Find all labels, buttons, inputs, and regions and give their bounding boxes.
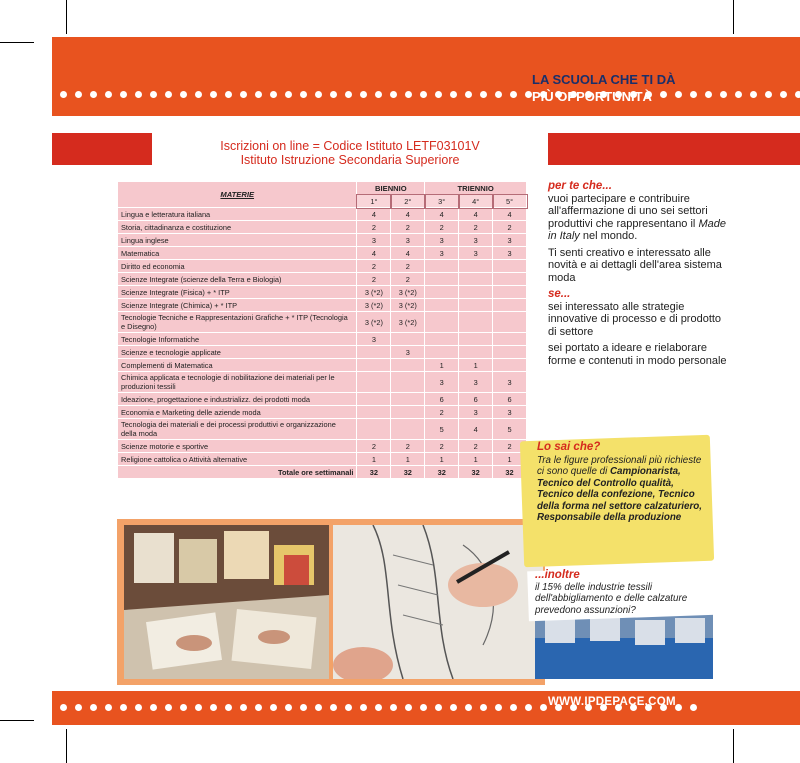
hours-cell [357,359,391,372]
table-row [118,419,527,440]
hours-cell: 3 (*2) [357,299,391,312]
hours-cell [459,260,493,273]
hours-cell: 3 (*2) [357,286,391,299]
hours-cell [459,333,493,346]
headline-line2: PIÙ OPPORTUNITÀ [532,89,652,104]
hours-cell [459,299,493,312]
inoltre-callout [535,570,720,616]
hours-cell: 2 [357,273,391,286]
table-row [118,440,527,453]
footer-band [52,691,800,725]
hours-cell: 3 [425,372,459,393]
subject-name: Tecnologia dei materiali e dei processi produttivi e organizzazione della moda [118,419,357,440]
hours-cell: 2 [357,260,391,273]
total-row [118,466,527,479]
side-text-a: vuoi partecipare e contribuire all'affermazione di uno sei settori produttivi che rappresentano il [548,192,708,230]
table-row [118,359,527,372]
table-row [118,453,527,466]
subject-name: Diritto ed economia [118,260,357,273]
note-title: Lo sai che? [537,441,601,453]
table-row [118,221,527,234]
year-5: 5° [493,195,527,208]
hours-cell [493,260,527,273]
hours-cell: 3 [493,247,527,260]
headline-line1: LA SCUOLA CHE TI DÀ [532,72,676,87]
hours-cell: 5 [425,419,459,440]
side-paragraph: sei portato a ideare e rielaborare forme e contenuti in modo personale [548,342,727,367]
hours-cell [493,286,527,299]
headline [532,71,792,105]
table-row [118,286,527,299]
hours-cell: 2 [357,440,391,453]
hours-cell: 1 [459,453,493,466]
hours-cell: 3 (*2) [391,299,425,312]
hours-cell: 4 [493,208,527,221]
total-cell: 32 [357,466,391,479]
subject-name: Scienze Integrate (Fisica) + * ITP [118,286,357,299]
subject-name: Scienze Integrate (Chimica) + * ITP [118,299,357,312]
hours-cell: 1 [459,359,493,372]
table-row [118,393,527,406]
hours-cell [493,273,527,286]
hours-cell: 2 [425,221,459,234]
hours-cell: 2 [459,221,493,234]
hours-cell [425,286,459,299]
hours-cell [357,406,391,419]
hours-cell [425,260,459,273]
table-row [118,372,527,393]
hours-cell: 4 [391,208,425,221]
hours-cell [391,406,425,419]
subject-name: Tecnologie Tecniche e Rappresentazioni Grafiche + * ITP (Tecnologia e Disegno) [118,312,357,333]
subject-name: Lingua inglese [118,234,357,247]
hours-cell: 1 [493,453,527,466]
header-biennio: BIENNIO [357,182,425,195]
hours-cell: 3 [493,234,527,247]
table-row [118,247,527,260]
hours-cell: 6 [425,393,459,406]
subject-name: Chimica applicata e tecnologie di nobilitazione dei materiali per le produzioni tessili [118,372,357,393]
hours-cell [391,419,425,440]
table-row [118,208,527,221]
hours-cell [425,312,459,333]
hours-cell: 3 (*2) [391,312,425,333]
hours-cell [459,312,493,333]
hours-cell [391,333,425,346]
year-1: 1° [357,195,391,208]
total-cell: 32 [425,466,459,479]
header-materie: MATERIE [118,182,357,208]
hours-cell: 4 [459,208,493,221]
subject-name: Economia e Marketing delle aziende moda [118,406,357,419]
table-header-row [118,182,527,195]
hours-cell: 4 [425,208,459,221]
fashion-sketch-photo [333,525,543,679]
subject-name: Religione cattolica o Attività alternative [118,453,357,466]
table-row [118,346,527,359]
hours-cell [493,312,527,333]
hours-cell [493,333,527,346]
hours-cell: 2 [391,260,425,273]
subject-name: Storia, cittadinanza e costituzione [118,221,357,234]
inoltre-title: ...inoltre [535,569,580,581]
hours-cell: 2 [391,273,425,286]
side-text [548,180,728,371]
hours-cell: 2 [357,221,391,234]
hours-cell: 5 [493,419,527,440]
hours-cell: 3 (*2) [357,312,391,333]
subject-name: Complementi di Matematica [118,359,357,372]
hours-cell [391,359,425,372]
subject-name: Lingua e letteratura italiana [118,208,357,221]
hours-cell [425,273,459,286]
subject-name: Ideazione, progettazione e industrializz. dei prodotti moda [118,393,357,406]
subtitle-line1: Iscrizioni on line = Codice Istituto LETF03101V [220,139,480,153]
subject-name: Scienze Integrate (scienze della Terra e Biologia) [118,273,357,286]
hours-cell: 4 [357,247,391,260]
total-cell: 32 [391,466,425,479]
table-row [118,406,527,419]
side-paragraph: sei interessato alle strategie innovative di processo e di prodotto di settore [548,300,722,338]
hours-cell [459,346,493,359]
hours-cell: 3 [357,234,391,247]
hours-cell: 3 [493,372,527,393]
hours-cell: 6 [493,393,527,406]
hours-cell: 3 [425,234,459,247]
hours-cell: 2 [493,440,527,453]
hours-cell [493,346,527,359]
hours-cell [493,359,527,372]
side-paragraph [548,193,728,243]
hours-cell [493,299,527,312]
website-link[interactable]: WWW.IPDEPACE.COM [548,696,676,708]
hours-cell: 4 [391,247,425,260]
hours-cell: 3 [459,234,493,247]
hours-cell: 3 [493,406,527,419]
hours-cell: 1 [425,359,459,372]
design-workshop-photo [124,525,329,679]
hours-cell: 3 [391,346,425,359]
hours-cell: 1 [391,453,425,466]
table-row [118,260,527,273]
table-row [118,333,527,346]
inoltre-text: il 15% delle industrie tessili dell'abbigliamento e delle calzature prevedono assunzioni? [535,581,688,616]
hours-cell [425,333,459,346]
hours-cell [357,419,391,440]
did-you-know-text [537,442,707,524]
side-text-b: nel mondo. [579,230,638,242]
hours-cell: 2 [425,440,459,453]
hours-cell [391,393,425,406]
year-4: 4° [459,195,493,208]
total-cell: 32 [493,466,527,479]
crop-mark [66,0,67,34]
hours-cell: 2 [391,440,425,453]
note-text-a: Tra le figure professionali più richieste ci sono quelle di [537,454,702,477]
hours-cell [425,299,459,312]
table-row [118,273,527,286]
crop-mark [733,0,734,34]
crop-mark [733,729,734,763]
hours-cell: 3 [425,247,459,260]
hours-cell [425,346,459,359]
note-professions: Campionarista, Tecnico del Controllo qualità, Tecnico della confezione, Tecnico della forma nel settore calzaturiero, Responsabile della produzione [537,466,702,523]
hours-cell [459,273,493,286]
total-cell: 32 [459,466,493,479]
enrollment-subtitle [150,139,550,167]
hours-cell: 4 [357,208,391,221]
hours-cell: 2 [391,221,425,234]
crop-mark [66,729,67,763]
hours-cell [357,372,391,393]
side-paragraph: Ti senti creativo e interessato alle novità e ai dettagli dell'area sistema moda [548,246,722,284]
hours-cell: 1 [357,453,391,466]
hours-cell: 3 [459,247,493,260]
table-row [118,234,527,247]
table-row [118,299,527,312]
hours-cell: 4 [459,419,493,440]
header-band [52,37,800,116]
hours-cell: 2 [425,406,459,419]
red-tab-right [548,133,800,165]
year-2: 2° [391,195,425,208]
crop-mark [0,720,34,721]
table-row [118,312,527,333]
subject-name: Matematica [118,247,357,260]
hours-cell [357,346,391,359]
made-in-italy: Made in Italy [548,217,726,242]
hours-cell: 3 [357,333,391,346]
subject-name: Scienze motorie e sportive [118,440,357,453]
crop-mark [0,42,34,43]
hours-cell: 3 [459,406,493,419]
hours-cell: 3 [459,372,493,393]
subject-name: Scienze e tecnologie applicate [118,346,357,359]
hours-cell: 6 [459,393,493,406]
hours-cell [357,393,391,406]
hours-cell: 3 [391,234,425,247]
hours-cell: 1 [425,453,459,466]
year-3: 3° [425,195,459,208]
subject-name: Tecnologie Informatiche [118,333,357,346]
red-tab-left [52,133,152,165]
subtitle-line2: Istituto Istruzione Secondaria Superiore [240,153,460,167]
lead-se: se... [548,288,571,300]
hours-cell: 2 [493,221,527,234]
subjects-table [117,181,527,479]
lead-per-te-che: per te che... [548,180,612,192]
hours-cell: 3 (*2) [391,286,425,299]
total-label: Totale ore settimanali [118,466,357,479]
header-triennio: TRIENNIO [425,182,527,195]
hours-cell [459,286,493,299]
hours-cell: 2 [459,440,493,453]
hours-cell [391,372,425,393]
